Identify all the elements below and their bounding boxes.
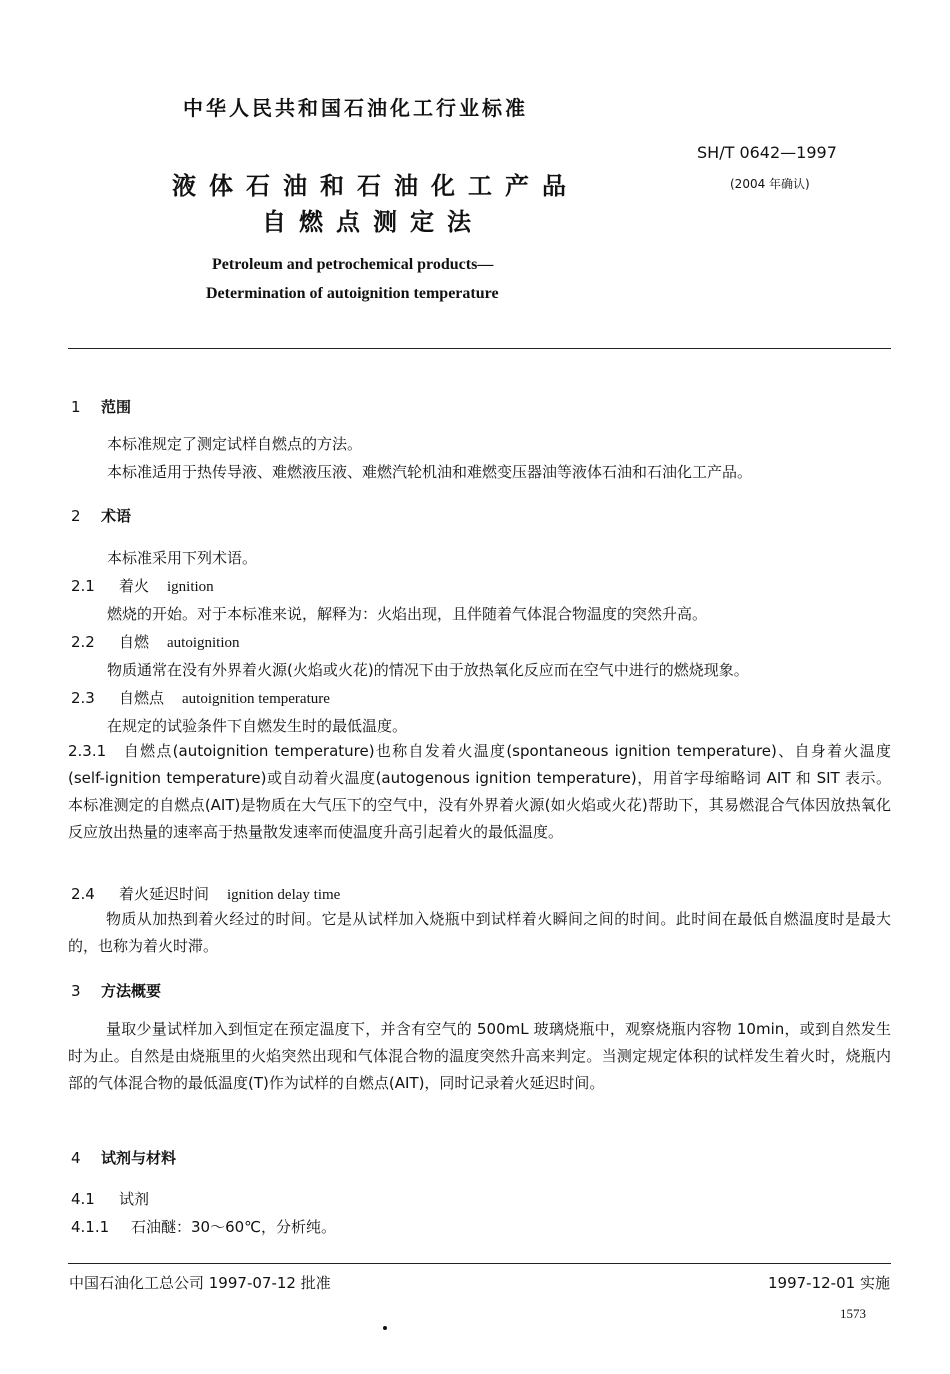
section-title: 术语	[101, 507, 132, 525]
document-title-line2: 自燃点测定法	[262, 208, 484, 236]
section-3-paragraph: 量取少量试样加入到恒定在预定温度下，并含有空气的 500mL 玻璃烧瓶中，观察烧瓶内容物 10min，或到自然发生时为止。自然是由烧瓶里的火焰突然出现和气体混合物的温度突然升高来判定。当测定规定体积的试样发生着火时，烧瓶内部的气体混合物的最低温度(T)作为试样的自燃点(AIT)，同时记录着火延迟时间。	[68, 1020, 891, 1092]
term-cn: 着火	[119, 577, 150, 595]
section-title: 范围	[101, 398, 132, 416]
section-4-heading	[71, 1147, 176, 1168]
term-en: ignition	[167, 579, 214, 595]
term-cn: 自燃点	[119, 689, 165, 707]
section-1-heading	[71, 396, 131, 417]
industry-standard-heading: 中华人民共和国石油化工行业标准	[183, 96, 528, 120]
term-cn: 自燃	[119, 633, 150, 651]
section-4-1-1-line	[71, 1216, 336, 1237]
subsection-title: 试剂	[119, 1190, 150, 1208]
subsection-text: 石油醚：30～60℃，分析纯。	[131, 1218, 337, 1236]
section-number: 1	[71, 398, 81, 416]
english-title-line2: Determination of autoignition temperature	[206, 285, 499, 302]
footer-divider	[68, 1263, 891, 1264]
english-title-line1: Petroleum and petrochemical products—	[212, 256, 494, 273]
term-2-2-definition: 物质通常在没有外界着火源(火焰或火花)的情况下由于放热氧化反应而在空气中进行的燃烧现象。	[107, 661, 749, 679]
term-cn: 着火延迟时间	[119, 885, 210, 903]
approval-note: 中国石油化工总公司 1997-07-12 批准	[69, 1274, 331, 1292]
document-title-line1: 液体石油和石油化工产品	[172, 172, 579, 200]
subsection-number: 4.1.1	[71, 1218, 110, 1236]
subsection-number: 4.1	[71, 1190, 95, 1208]
section-2-intro: 本标准采用下列术语。	[107, 549, 258, 567]
term-en: autoignition temperature	[182, 691, 330, 707]
term-en: ignition delay time	[227, 887, 341, 903]
term-number: 2.2	[71, 633, 95, 651]
section-3-heading	[71, 980, 161, 1001]
term-2-4-heading	[71, 883, 340, 904]
section-1-line: 本标准规定了测定试样自燃点的方法。	[107, 435, 363, 453]
term-en: autoignition	[167, 635, 240, 651]
section-2-heading	[71, 505, 131, 526]
section-number: 3	[71, 982, 81, 1000]
page-number: 1573	[840, 1306, 866, 1321]
term-2-3-heading	[71, 687, 330, 708]
standard-code: SH/T 0642—1997	[697, 143, 837, 162]
term-2-4-definition: 物质从加热到着火经过的时间。它是从试样加入烧瓶中到试样着火瞬间之间的时间。此时间在最低自燃温度时是最大的，也称为着火时滞。	[68, 910, 891, 955]
term-2-1-definition: 燃烧的开始。对于本标准来说，解释为：火焰出现，且伴随着气体混合物温度的突然升高。	[107, 605, 708, 623]
term-2-3-1-paragraph: 2.3.1 自燃点(autoignition temperature)也称自发着火温度(spontaneous ignition temperature)、自身着火温度(self-ignition temperature)或自动着火温度(autogenous ignition temperature)，用首字母缩略词 AIT 和 SIT 表示。本标准测定的自燃点(AIT)是物质在大气压下的空气中，没有外界着火源(如火焰或火花)帮助下，其易燃混合气体因放热氧化反应放出热量的速率高于热量散发速率而使温度升高引起着火的最低温度。	[68, 742, 891, 841]
term-2-2-heading	[71, 631, 240, 652]
confirmation-note: (2004 年确认)	[730, 177, 810, 191]
header-divider	[68, 348, 891, 349]
term-number: 2.3	[71, 689, 95, 707]
section-title: 试剂与材料	[101, 1149, 177, 1167]
term-number: 2.4	[71, 885, 95, 903]
section-number: 2	[71, 507, 81, 525]
section-1-line: 本标准适用于热传导液、难燃液压液、难燃汽轮机油和难燃变压器油等液体石油和石油化工产品。	[107, 463, 753, 481]
page-mark	[383, 1326, 387, 1330]
term-number: 2.1	[71, 577, 95, 595]
term-2-1-heading	[71, 575, 214, 596]
section-title: 方法概要	[101, 982, 162, 1000]
term-2-3-definition: 在规定的试验条件下自燃发生时的最低温度。	[107, 717, 408, 735]
section-4-1-heading	[71, 1188, 149, 1209]
section-number: 4	[71, 1149, 81, 1167]
effective-date-note: 1997-12-01 实施	[768, 1274, 890, 1292]
